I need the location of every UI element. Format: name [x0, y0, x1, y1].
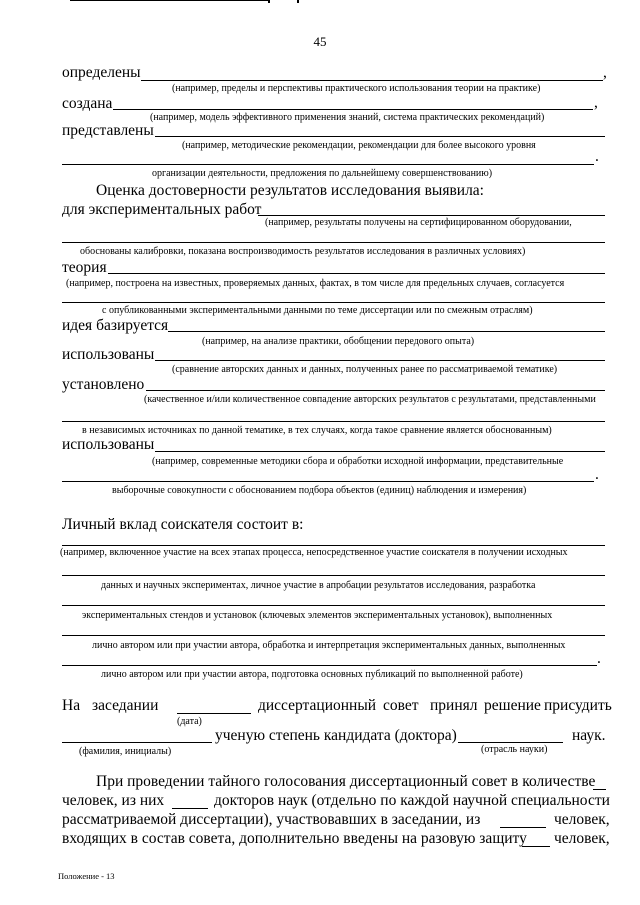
contribution-hint-1: (например, включенное участие на всех этапах процесса, непосредственное участие соискателя в получении исходных: [60, 547, 568, 558]
idea-hint: (например, на анализе практики, обобщении передового опыта): [202, 336, 475, 347]
used1-label: использованы: [62, 346, 155, 363]
experimental-hint-1: (например, результаты получены на сертифицированном оборудовании,: [265, 217, 572, 228]
meeting-word-prisudit: присудить: [544, 697, 612, 714]
candidate-name-line[interactable]: [62, 742, 212, 743]
presented-hint-1: (например, методические рекомендации, рекомендации для более высокого уровня: [182, 140, 536, 151]
voting-line-1: При проведении тайного голосования диссертационный совет в количестве: [96, 773, 596, 790]
top-rule: [70, 0, 270, 1]
presented-label: представлены: [62, 122, 154, 139]
used1-hint: (сравнение авторских данных и данных, полученных ранее по рассматриваемой тематике): [172, 364, 558, 375]
contribution-line-3[interactable]: [62, 605, 605, 606]
presented-line-2[interactable]: [62, 164, 594, 165]
theory-line-2[interactable]: [62, 302, 605, 303]
experimental-label: для экспериментальных работ: [62, 201, 262, 218]
idea-label: идея базируется: [62, 317, 169, 334]
name-hint: (фамилия, инициалы): [79, 746, 172, 757]
used2-line-2[interactable]: [62, 481, 594, 482]
meeting-word-na: На: [62, 697, 81, 714]
top-tick: [297, 0, 299, 3]
degree-text: ученую степень кандидата (доктора): [215, 727, 457, 744]
determined-label: определены: [62, 64, 141, 81]
contribution-heading: Личный вклад соискателя состоит в:: [62, 516, 304, 533]
voting-line-3a: рассматриваемой диссертации), участвовавших в заседании, из: [62, 811, 481, 828]
period: .: [595, 466, 599, 483]
established-hint-1: (качественное и/или количественное совпадение авторских результатов с результатами, представленными: [144, 394, 596, 405]
added-members-line[interactable]: [522, 846, 550, 847]
footer-label: Положение - 13: [58, 871, 115, 881]
council-count-line[interactable]: [593, 789, 606, 790]
contribution-hint-4: лично автором или при участии автора, обработка и интерпретация экспериментальных данных, выполненных: [92, 640, 566, 651]
doctors-count-line[interactable]: [172, 808, 208, 809]
contribution-line-2[interactable]: [62, 575, 605, 576]
theory-hint-2: с опубликованными экспериментальными данными по теме диссертации или по смежным отраслям): [102, 305, 533, 316]
contribution-hint-5: лично автором или при участии автора, подготовка основных публикаций по выполненной работе): [101, 669, 523, 680]
voting-line-4b: человек,: [554, 830, 610, 847]
contribution-hint-3: экспериментальных стендов и установок (ключевых элементов экспериментальных установок), выполненных: [82, 610, 553, 621]
created-label: создана: [62, 95, 113, 112]
used1-line[interactable]: [155, 360, 605, 361]
theory-label: теория: [62, 259, 107, 276]
comma: ,: [603, 64, 607, 81]
meeting-word-sovet: совет: [383, 697, 419, 714]
meeting-date-hint: (дата): [177, 716, 202, 727]
contribution-line-4[interactable]: [62, 635, 605, 636]
voting-line-4a: входящих в состав совета, дополнительно введены на разовую защиту: [62, 830, 527, 847]
meeting-word-reshenie: решение: [484, 697, 541, 714]
science-suffix: наук.: [572, 727, 606, 744]
meeting-date-line[interactable]: [177, 713, 251, 714]
established-label: установлено: [62, 376, 145, 393]
period: .: [597, 650, 601, 667]
used2-hint-1: (например, современные методики сбора и обработки исходной информации, представительные: [152, 456, 564, 467]
period: .: [595, 148, 599, 165]
theory-hint-1: (например, построена на известных, проверяемых данных, фактах, в том числе для предельных случаев, согласуется: [66, 278, 565, 289]
voting-line-2a: человек, из них: [62, 792, 165, 809]
created-hint: (например, модель эффективного применения знаний, система практических рекомендаций): [150, 112, 545, 123]
meeting-word-dissertacionny: диссертационный: [258, 697, 377, 714]
used2-label: использованы: [62, 436, 155, 453]
meeting-word-zasedanii: заседании: [92, 697, 159, 714]
comma: ,: [594, 94, 598, 111]
science-branch-line[interactable]: [458, 742, 563, 743]
established-hint-2: в независимых источниках по данной тематике, в тех случаях, когда такое сравнение является обоснованным): [82, 425, 552, 436]
used2-line[interactable]: [155, 451, 605, 452]
branch-hint: (отрасль науки): [481, 744, 548, 755]
meeting-word-prinyal: принял: [430, 697, 478, 714]
experimental-line-2[interactable]: [62, 242, 605, 243]
page-number: 45: [313, 34, 327, 49]
contribution-line-1[interactable]: [62, 545, 605, 546]
voting-line-3b: человек,: [554, 811, 610, 828]
contribution-hint-2: данных и научных экспериментах, личное участие в апробации результатов исследования, разработка: [101, 580, 536, 591]
presented-hint-2: организации деятельности, предложения по дальнейшему совершенствованию): [152, 168, 493, 179]
established-line[interactable]: [146, 390, 605, 391]
determined-hint: (например, пределы и перспективы практического использования теории на практике): [172, 83, 541, 94]
reliability-heading: Оценка достоверности результатов исследования выявила:: [96, 182, 484, 199]
contribution-line-5[interactable]: [62, 665, 597, 666]
used2-hint-2: выборочные совокупности с обоснованием подбора объектов (единиц) наблюдения и измерения): [112, 485, 527, 496]
participants-count-line[interactable]: [500, 827, 546, 828]
top-tick: [268, 0, 270, 3]
voting-line-2b: докторов наук (отдельно по каждой научной специальности: [214, 792, 610, 809]
presented-line[interactable]: [155, 136, 605, 137]
experimental-line[interactable]: [258, 215, 605, 216]
determined-line[interactable]: [141, 80, 603, 81]
theory-line[interactable]: [108, 273, 605, 274]
created-line[interactable]: [113, 109, 593, 110]
idea-line[interactable]: [168, 331, 605, 332]
established-line-2[interactable]: [62, 421, 605, 422]
experimental-hint-2: обоснованы калибровки, показана воспроизводимость результатов исследования в различных условиях): [80, 246, 526, 257]
